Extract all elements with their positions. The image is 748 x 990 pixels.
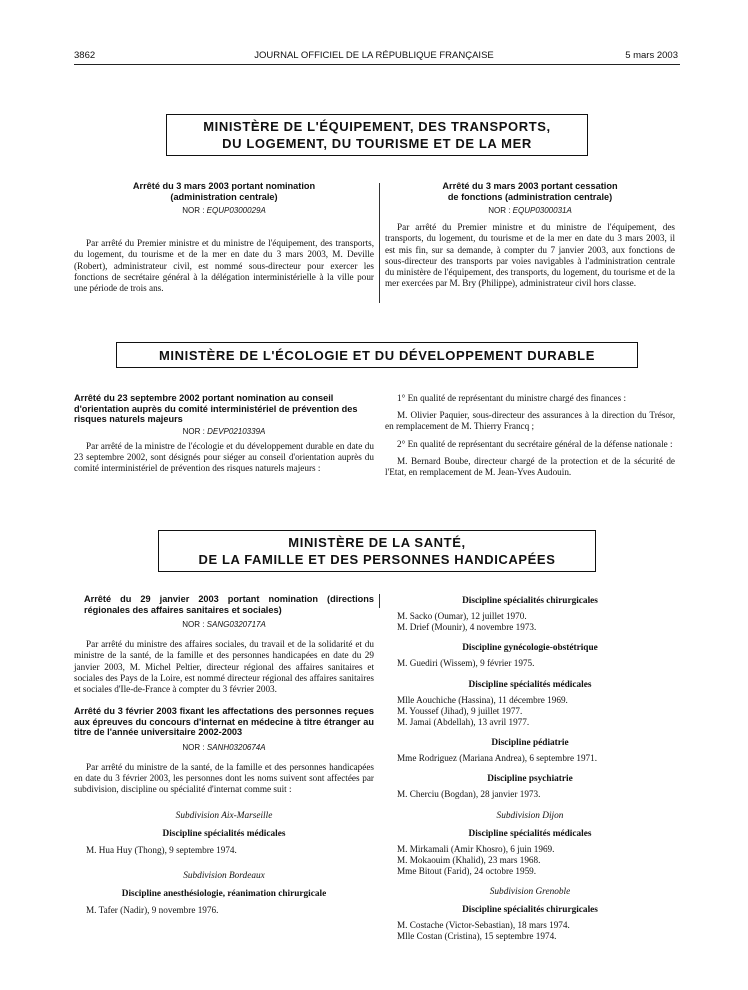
nor-code: EQUP0300031A bbox=[512, 206, 572, 216]
discipline-heading: Discipline spécialités chirurgicales bbox=[462, 905, 598, 916]
column-divider bbox=[379, 594, 380, 608]
assignee-entry: M. Jamai (Abdellah), 13 avril 1977. bbox=[397, 717, 530, 728]
discipline-heading: Discipline anesthésiologie, réanimation chirurgicale bbox=[121, 888, 327, 899]
issue-date: 5 mars 2003 bbox=[625, 50, 678, 61]
nor-code: DEVP0210339A bbox=[207, 426, 266, 436]
nor-label: NOR : bbox=[488, 206, 511, 216]
assignee-entry: M. Sacko (Oumar), 12 juillet 1970. bbox=[397, 611, 527, 621]
nor-label: NOR : bbox=[182, 206, 205, 216]
discipline-heading: Discipline spécialités chirurgicales bbox=[462, 596, 598, 606]
left-column-sante bbox=[74, 594, 374, 916]
subdivision-heading: Subdivision Bordeaux bbox=[183, 870, 265, 881]
arrete-title-line: Arrêté du 3 mars 2003 portant nomination bbox=[132, 181, 316, 191]
nor-reference bbox=[74, 426, 374, 437]
assignee-entry: Mlle Aouchiche (Hassina), 11 décembre 1969. bbox=[397, 694, 568, 705]
nor-label: NOR : bbox=[182, 742, 205, 752]
assignee-entry: M. Guediri (Wissem), 9 février 1975. bbox=[397, 658, 535, 669]
arrete-body: Par arrêté du ministre des affaires sociales, du travail et de la solidarité et du ministre de la santé, de la famille et des personnes handicapées en date du 29 janvier 2003, M. Michel Peltier, directeur régional des affaires sanitaires et sociales des Pays de la Loire, est nommé directeur régional des affaires sanitaires et sociales d'Ile-de-France à compter du 3 février 2003. bbox=[74, 639, 374, 694]
column-divider bbox=[379, 183, 380, 303]
ministry-heading-line: MINISTÈRE DE LA SANTÉ, bbox=[288, 535, 466, 550]
nor-reference bbox=[74, 742, 374, 753]
assignment-list-right bbox=[385, 595, 675, 943]
assignment-list-left bbox=[74, 810, 374, 916]
subdivision-heading: Subdivision Dijon bbox=[496, 810, 564, 821]
discipline-heading: Discipline spécialités médicales bbox=[468, 679, 592, 690]
discipline-heading: Discipline pédiatrie bbox=[491, 738, 569, 749]
ministry-heading-line: MINISTÈRE DE L'ÉQUIPEMENT, DES TRANSPORTS, bbox=[203, 119, 551, 134]
nor-reference bbox=[74, 619, 374, 630]
arrete-body: Par arrêté de la ministre de l'écologie et du développement durable en date du 23 septembre 2002, sont désignés pour siéger au conseil d'orientation auprès du comité interministériel de prévention des risques naturels majeurs : bbox=[74, 440, 374, 474]
discipline-heading: Discipline spécialités médicales bbox=[468, 828, 592, 839]
designation-body: M. Olivier Paquier, sous-directeur des assurances à la direction du Trésor, en remplacement de M. Thierry Francq ; bbox=[385, 410, 675, 432]
discipline-heading: Discipline spécialités médicales bbox=[162, 828, 286, 839]
designation-body: M. Bernard Boube, directeur chargé de la protection et de la sécurité de l'Etat, en remplacement de M. Jean-Yves Audouin. bbox=[385, 455, 675, 478]
assignee-entry: M. Costache (Victor-Sebastian), 18 mars 1974. bbox=[397, 920, 570, 931]
assignee-entry: M. Tafer (Nadir), 9 novembre 1976. bbox=[86, 904, 219, 915]
assignee-entry: M. Mirkamali (Amir Khosro), 6 juin 1969. bbox=[397, 843, 555, 854]
ministry-heading-line: DE LA FAMILLE ET DES PERSONNES HANDICAPÉES bbox=[198, 552, 556, 567]
assignee-entry: M. Drief (Mounir), 4 novembre 1973. bbox=[397, 622, 537, 633]
designation-heading: 1° En qualité de représentant du ministre chargé des finances : bbox=[397, 393, 627, 403]
nor-label: NOR : bbox=[182, 620, 205, 630]
arrete-cessation-equipement bbox=[385, 181, 675, 289]
nor-code: SANG0320717A bbox=[206, 620, 266, 630]
arrete-title: Arrêté du 3 février 2003 fixant les affectations des personnes reçues aux épreuves du concours d'internat en médecine à titre étranger au titre de l'année universitaire 2002-2003 bbox=[74, 706, 374, 738]
arrete-title bbox=[385, 181, 675, 202]
arrete-title-line: Arrêté du 3 mars 2003 portant cessation bbox=[442, 181, 618, 191]
assignee-entry: M. Hua Huy (Thong), 9 septembre 1974. bbox=[86, 844, 237, 855]
designation-heading: 2° En qualité de représentant du secrétaire général de la défense nationale : bbox=[397, 438, 673, 449]
arrete-body: Par arrêté du Premier ministre et du ministre de l'équipement, des transports, du logement, du tourisme et de la mer en date du 3 mars 2003, M. Deville (Robert), administrateur civil, est nommé sous-directeur pour exercer les fonctions de secrétaire général à la délégation interministérielle à la ville pour une période de trois ans. bbox=[74, 238, 374, 293]
arrete-title: Arrêté du 23 septembre 2002 portant nomination au conseil d'orientation auprès du comité interministériel de prévention des risques naturels majeurs bbox=[74, 393, 358, 425]
nor-label: NOR : bbox=[182, 426, 205, 436]
assignee-entry: Mme Bitout (Farid), 24 octobre 1959. bbox=[397, 866, 537, 877]
arrete-title: Arrêté du 29 janvier 2003 portant nomination (directions régionales des affaires sanitaires et sociales) bbox=[84, 594, 374, 615]
subdivision-heading: Subdivision Grenoble bbox=[489, 887, 571, 898]
assignee-entry: M. Mokaouim (Khalid), 23 mars 1968. bbox=[397, 854, 541, 865]
arrete-body: Par arrêté du Premier ministre et du ministre de l'équipement, des transports, du logement, du tourisme et de la mer en date du 3 mars 2003, il est mis fin, sur sa demande, à compter du 7 janvier 2003, aux fonctions de sous-directeur des transports par voies navigables à l'administration centrale du ministère de l'équipement, des transports, du logement, du tourisme et de la mer exercées par M. Bry (Philippe), administrateur civil hors classe. bbox=[385, 222, 675, 289]
assignee-entry: M. Cherciu (Bogdan), 28 janvier 1973. bbox=[397, 789, 541, 800]
page-number: 3862 bbox=[74, 50, 96, 61]
assignee-entry: Mlle Costan (Cristina), 15 septembre 1974. bbox=[397, 931, 557, 942]
arrete-nomination-equipement bbox=[74, 181, 374, 294]
assignee-entry: Mme Rodriguez (Mariana Andrea), 6 septembre 1971. bbox=[397, 753, 598, 764]
ministry-heading-line: DU LOGEMENT, DU TOURISME ET DE LA MER bbox=[222, 136, 532, 151]
discipline-heading: Discipline gynécologie-obstétrique bbox=[462, 643, 598, 654]
discipline-heading: Discipline psychiatrie bbox=[487, 774, 573, 785]
arrete-body: Par arrêté du ministre de la santé, de la famille et des personnes handicapées en date du 3 février 2003, les personnes dont les noms suivent sont affectées par subdivision, discipline ou spécialité d'internat comme suit : bbox=[74, 761, 374, 795]
ministry-heading-line: MINISTÈRE DE L'ÉCOLOGIE ET DU DÉVELOPPEMENT DURABLE bbox=[159, 347, 595, 363]
assignee-entry: M. Youssef (Jihad), 9 juillet 1977. bbox=[397, 705, 523, 716]
journal-title: JOURNAL OFFICIEL DE LA RÉPUBLIQUE FRANÇAISE bbox=[254, 50, 494, 61]
nor-reference bbox=[385, 205, 675, 216]
nor-reference bbox=[74, 205, 374, 216]
arrete-title-line: (administration centrale) bbox=[170, 191, 278, 202]
ministry-heading-equipement bbox=[166, 114, 588, 156]
ministry-heading-ecologie bbox=[116, 342, 638, 368]
arrete-title-line: de fonctions (administration centrale) bbox=[447, 191, 613, 202]
ministry-heading-sante bbox=[158, 530, 596, 572]
nor-code: EQUP0300029A bbox=[206, 206, 266, 216]
arrete-conseil-orientation bbox=[74, 393, 374, 474]
nor-code: SANH0320674A bbox=[206, 742, 266, 752]
arrete-conseil-orientation-continued bbox=[385, 393, 675, 478]
subdivision-heading: Subdivision Aix-Marseille bbox=[175, 810, 273, 821]
header-rule bbox=[74, 64, 680, 65]
arrete-title bbox=[74, 181, 374, 202]
